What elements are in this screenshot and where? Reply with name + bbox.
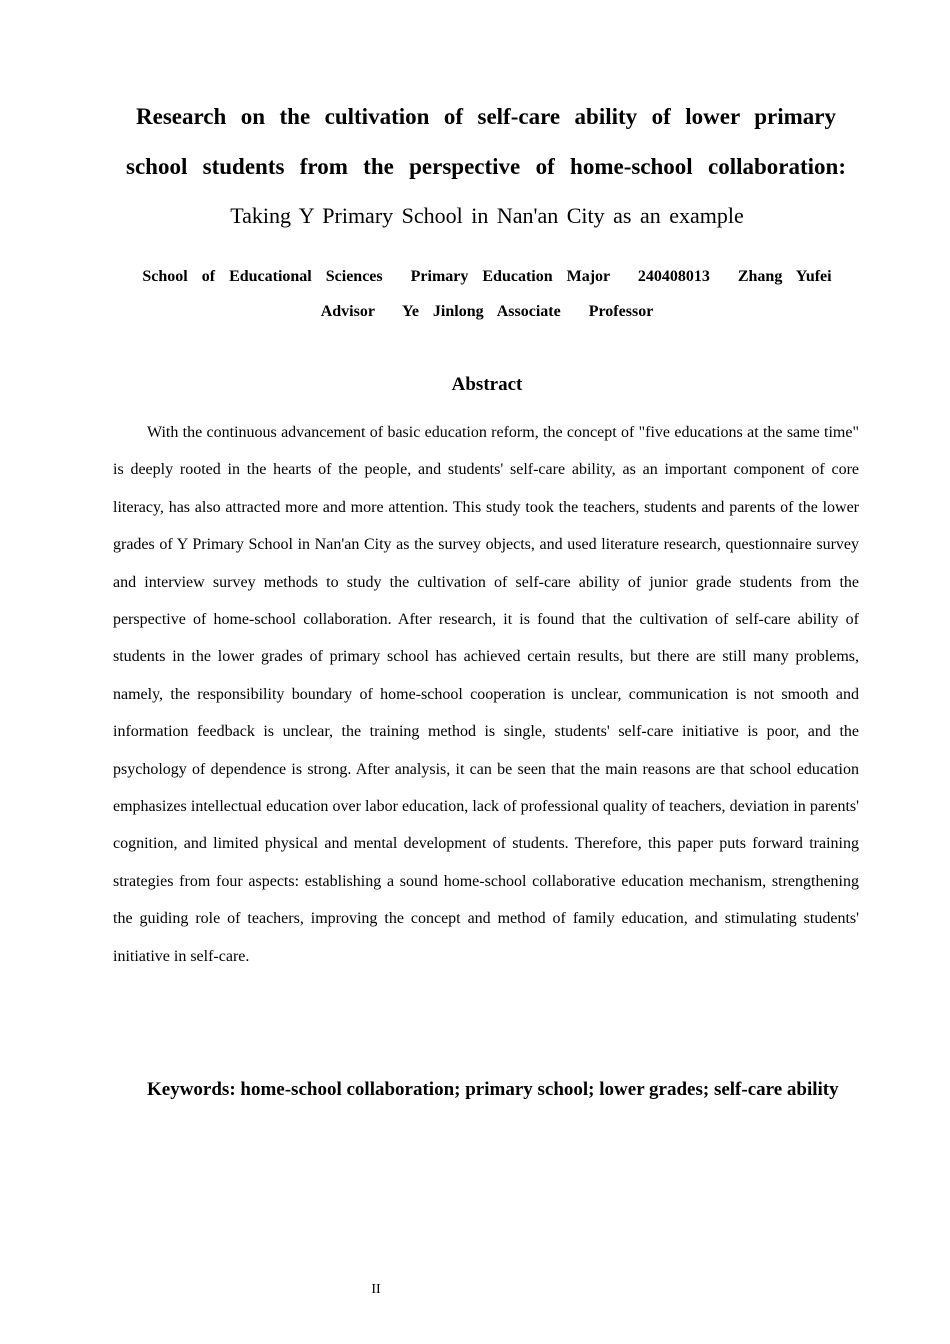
title-line-2: school students from the perspective of home-school collaboration: [126, 154, 846, 179]
keywords: Keywords: home-school collaboration; primary school; lower grades; self-care ability [147, 1079, 839, 1100]
title-line-1: Research on the cultivation of self-care ability of lower primary [136, 104, 836, 129]
page-number: II [371, 1282, 381, 1297]
subtitle: Taking Y Primary School in Nan'an City as an example [230, 203, 744, 228]
author-line: School of Educational Sciences Primary Education Major 240408013 Zhang Yufei [142, 268, 832, 285]
abstract-body: With the continuous advancement of basic education reform, the concept of "five educations at the same time" is deeply rooted in the hearts of the people, and students' self-care ability, as an important component of core literacy, has also attracted more and more attention. This study took the teachers, students and parents of the lower grades of Y Primary School in Nan'an City as the survey objects, and used literature research, questionnaire survey and interview survey methods to study the cultivation of self-care ability of junior grade students from the perspective of home-school collaboration. After research, it is found that the cultivation of self-care ability of students in the lower grades of primary school has achieved certain results, but there are still many problems, namely, the responsibility boundary of home-school cooperation is unclear, communication is not smooth and information feedback is unclear, the training method is single, students' self-care initiative is poor, and the psychology of dependence is strong. After analysis, it can be seen that the main reasons are that school education emphasizes intellectual education over labor education, lack of professional quality of teachers, deviation in parents' cognition, and limited physical and mental development of students. Therefore, this paper puts forward training strategies from four aspects: establishing a sound home-school collaborative education mechanism, strengthening the guiding role of teachers, improving the concept and method of family education, and stimulating students' initiative in self-care. [113, 424, 859, 965]
abstract-heading: Abstract [451, 374, 523, 395]
advisor-line: Advisor Ye Jinlong Associate Professor [320, 303, 654, 320]
